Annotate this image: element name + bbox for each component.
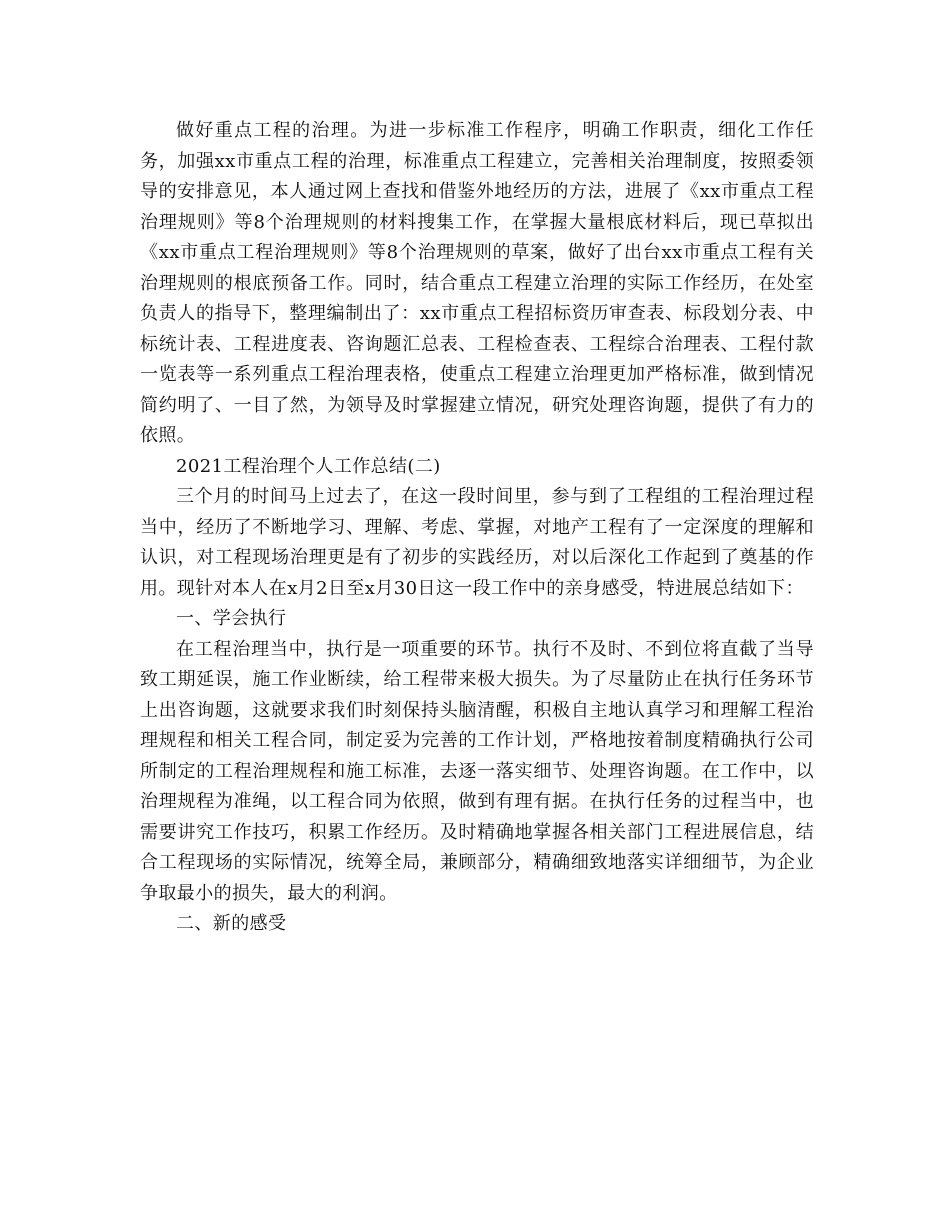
heading-learn-execution: 一、学会执行 [176,608,287,629]
heading-new-feelings: 二、新的感受 [176,913,287,934]
paragraph-project-management-rules: 做好重点工程的治理。为进一步标准工作程序，明确工作职责，细化工作任务，加强xx市重点工程的治理，标准重点工程建立，完善相关治理制度，按照委领导的安排意见，本人通过网上查找和借鉴外地经历的方法，进展了《xx市重点工程治理规则》等8个治理规则的材料搜集工作，在掌握大量根底材料后，现已草拟出《xx市重点工程治理规则》等8个治理规则的草案，做好了出台xx市重点工程有关治理规则的根底预备工作。同时，结合重点工程建立治理的实际工作经历，在处室负责人的指导下，整理编制出了：xx市重点工程招标资历审查表、标段划分表、中标统计表、工程进度表、咨询题汇总表、工程检查表、工程综合治理表、工程付款一览表等一系列重点工程治理表格，使重点工程建立治理更加严格标准，做到情况简约明了、一目了然，为领导及时掌握建立情况，研究处理咨询题，提供了有力的依照。 [140,120,814,446]
paragraph-three-months-summary: 三个月的时间马上过去了，在这一段时间里，参与到了工程组的工程治理过程当中，经历了不断地学习、理解、考虑、掌握，对地产工程有了一定深度的理解和认识，对工程现场治理更是有了初步的实践经历，对以后深化工作起到了奠基的作用。现针对本人在x月2日至x月30日这一段工作中的亲身感受，特进展总结如下： [140,486,814,599]
paragraph-execution-details: 在工程治理当中，执行是一项重要的环节。执行不及时、不到位将直截了当导致工期延误，施工作业断续，给工程带来极大损失。为了尽量防止在执行任务环节上出咨询题，这就要求我们时刻保持头脑清醒，积极自主地认真学习和理解工程治理规程和相关工程合同，制定妥为完善的工作计划，严格地按着制度精确执行公司所制定的工程治理规程和施工标准，去逐一落实细节、处理咨询题。在工作中，以治理规程为准绳，以工程合同为依照，做到有理有据。在执行任务的过程当中，也需要讲究工作技巧，积累工作经历。及时精确地掌握各相关部门工程进展信息，结合工程现场的实际情况，统筹全局，兼顾部分，精确细致地落实详细细节，为企业争取最小的损失，最大的利润。 [140,638,814,904]
section-title-work-summary-2: 2021工程治理个人工作总结(二) [176,455,441,477]
document-body [140,116,814,940]
